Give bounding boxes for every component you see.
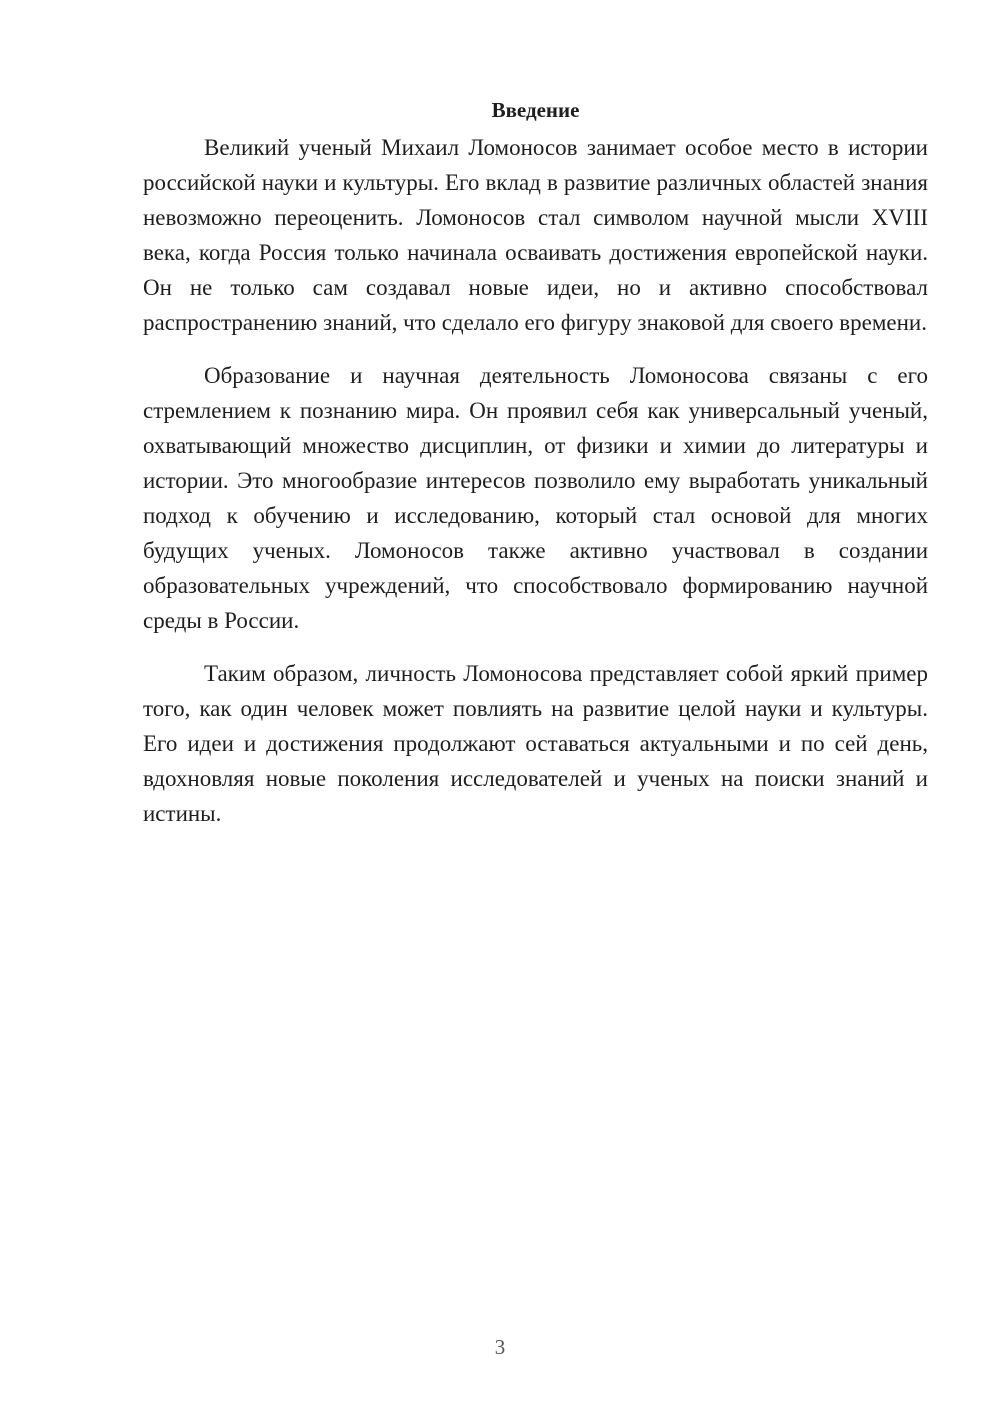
paragraph: Таким образом, личность Ломоносова представляет собой яркий пример того, как один человек может повлиять на развитие целой науки и культуры. Его идеи и достижения продолжают оставаться актуальными и по сей день, вдохновляя новые поколения исследователей и ученых на поиски знаний и истины. (143, 661, 928, 826)
paragraph: Великий ученый Михаил Ломоносов занимает особое место в истории российской науки и культуры. Его вклад в развитие различных областей знания невозможно переоценить. Ломоносов стал символом научной мысли XVIII века, когда Россия только начинала осваивать достижения европейской науки. Он не только сам создавал новые идеи, но и активно способствовал распространению знаний, что сделало его фигуру знаковой для своего времени. (143, 135, 928, 335)
section-heading: Введение (491, 98, 580, 122)
page-number: 3 (494, 1335, 506, 1359)
paragraph: Образование и научная деятельность Ломоносова связаны с его стремлением к познанию мира. Он проявил себя как универсальный ученый, охватывающий множество дисциплин, от физики и химии до литературы и истории. Это многообразие интересов позволило ему выработать уникальный подход к обучению и исследованию, который стал основой для многих будущих ученых. Ломоносов также активно участвовал в создании образовательных учреждений, что способствовало формированию научной среды в России. (143, 363, 928, 633)
page-content (143, 96, 928, 849)
